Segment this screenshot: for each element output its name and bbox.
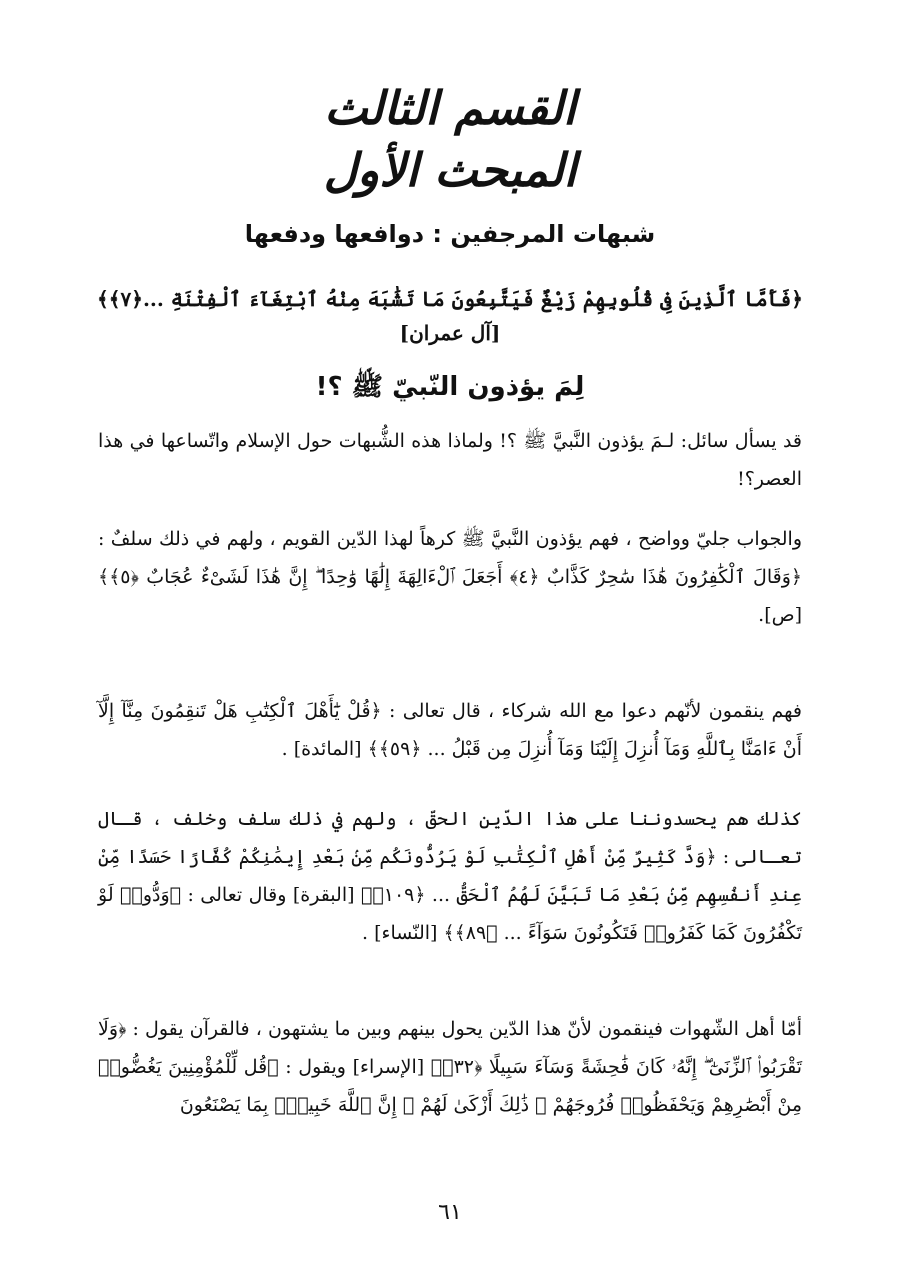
paragraph: أمّا أهل الشّهوات فينقمون لأنّ هذا الدّين يحول بينهم وبين ما يشتهون ، فالقرآن يقول : ﴿وَلَا تَقْرَبُوا۟ ٱلزِّنَىٰٓ ۖ إِنَّهُۥ كَانَ فَٰحِشَةً وَسَآءَ سَبِيلًا ﴿٣٢﴾﴾ [الإسراء] ويقول : ﴿قُل لِّلْمُؤْمِنِينَ يَغُضُّوا۟ مِنْ أَبْصَٰرِهِمْ وَيَحْفَظُوا۟ فُرُوجَهُمْ ۚ ذَٰلِكَ أَزْكَىٰ لَهُمْ ۗ إِنَّ ٱللَّهَ خَبِيرٌۢ بِمَا يَصْنَعُونَ (98, 1018, 802, 1116)
paragraph: قد يسأل سائل: لـمَ يؤذون النَّبيَّ ﷺ ؟! ولماذا هذه الشُّبهات حول الإسلام واتّساعها في هذا العصر؟! (98, 430, 802, 490)
quran-epigraph: ﴿فَأَمَّا ٱلَّذِينَ فِى قُلُوبِهِمْ زَيْغٌ فَيَتَّبِعُونَ مَا تَشَٰبَهَ مِنْهُ ٱبْتِغَآءَ ٱلْفِتْنَةِ ...﴿٧﴾﴾ [آل عمران] (97, 287, 803, 345)
page-number: ٦١ (438, 1200, 462, 1225)
question-heading: لِمَ يؤذون النّبيّ ﷺ ؟! (315, 372, 585, 402)
paragraph: والجواب جليّ وواضح ، فهم يؤذون النَّبيَّ ﷺ كرهاً لهذا الدّين القويم ، ولهم في ذلك سلفٌ : ﴿وَقَالَ ٱلْكَٰفِرُونَ هَٰذَا سَٰحِرٌ كَذَّابٌ ﴿٤﴾ أَجَعَلَ ٱلْءَالِهَةَ إِلَٰهًا وَٰحِدًا ۖ إِنَّ هَٰذَا لَشَىْءٌ عُجَابٌ ﴿٥﴾﴾ [ص]. (98, 528, 803, 626)
paragraph: فهم ينقمون لأنّهم دعوا مع الله شركاء ، قال تعالى : ﴿قُلْ يَٰٓأَهْلَ ٱلْكِتَٰبِ هَلْ تَنقِمُونَ مِنَّآ إِلَّآ أَنْ ءَامَنَّا بِٱللَّهِ وَمَآ أُنزِلَ إِلَيْنَا وَمَآ أُنزِلَ مِن قَبْلُ ... ﴿٥٩﴾﴾ [المائدة] . (98, 700, 802, 760)
page-subtitle: شبهات المرجفين : دوافعها ودفعها (244, 220, 656, 248)
section-title: القسم الثالث (324, 81, 576, 135)
chapter-title: المبحث الأول (323, 143, 577, 197)
paragraph: كذلك هم يحسدوننا على هذا الدّين الحقّ ، ولهم في ذلك سلف وخلف ، قـال تعـالى : ﴿وَدَّ كَثِيرٌ مِّنْ أَهْلِ ٱلْكِتَٰبِ لَوْ يَرُدُّونَكُم مِّنۢ بَعْدِ إِيمَٰنِكُمْ كُفَّارًا حَسَدًا مِّنْ عِندِ أَنفُسِهِم مِّنۢ بَعْدِ مَا تَبَيَّنَ لَهُمُ ٱلْحَقُّ ... ﴿١٠٩﴾﴾ [البقرة] وقال تعالى : ﴿وَدُّوا۟ لَوْ تَكْفُرُونَ كَمَا كَفَرُوا۟ فَتَكُونُونَ سَوَآءً ... ﴿٨٩﴾﴾ [النّساء] . (98, 808, 802, 944)
